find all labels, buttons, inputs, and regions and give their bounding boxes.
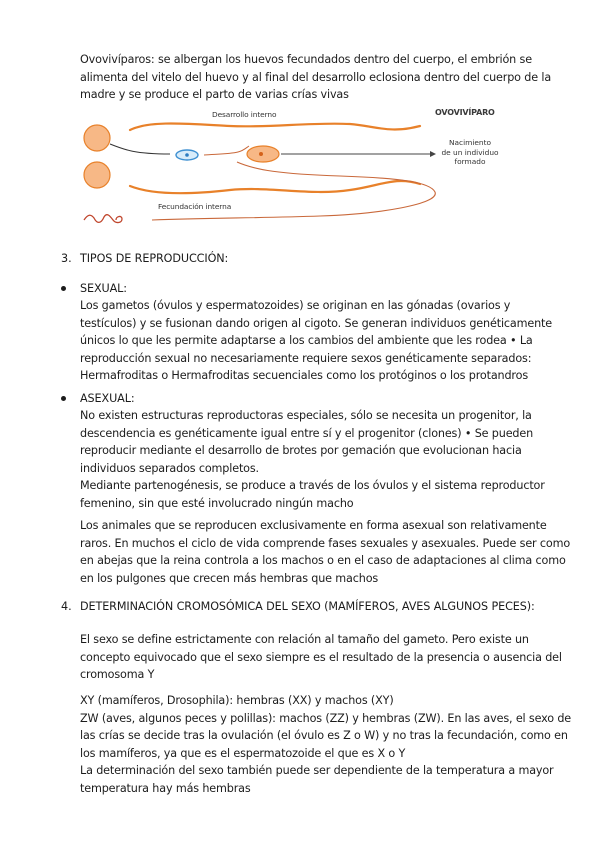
text-line: No existen estructuras reproductoras especiales, sólo se necesita un progenitor, la xyxy=(80,409,532,422)
ovoviviparos-paragraph xyxy=(80,51,550,104)
bullet-icon xyxy=(61,286,66,291)
asexual-heading: ASEXUAL: xyxy=(80,392,135,405)
text-line: testículos) y se fusionan dando origen al cigoto. Se generan individuos genéticamente xyxy=(80,316,553,330)
text-line: raros. En muchos el ciclo de vida comprende fases sexuales y asexuales. Puede ser como xyxy=(80,536,571,550)
diagram-illustration xyxy=(80,104,520,232)
asexual-paragraph xyxy=(80,407,550,513)
bullet-icon xyxy=(61,396,66,401)
section-4-title: DETERMINACIÓN CROMOSÓMICA DEL SEXO (MAMÍFEROS, AVES ALGUNOS PECES): xyxy=(80,600,535,613)
text-line: en abejas que la reina controla a los machos o en el caso de adaptaciones al clima como xyxy=(80,554,566,568)
ovary-circle-bottom xyxy=(84,162,110,188)
text-line: los mamíferos, ya que es el espermatozoide el que es X o Y xyxy=(80,746,406,760)
ovoviviparo-diagram xyxy=(80,104,520,232)
text-line: descendencia es genéticamente igual entre sí y el progenitor (clones) • Se pueden xyxy=(80,426,534,440)
note-line: de un individuo xyxy=(441,147,499,157)
text-line: Mediante partenogénesis, se produce a través de los óvulos y el sistema reproductor xyxy=(80,479,545,493)
text-line: El sexo se define estrictamente con relación al tamaño del gameto. Pero existe un xyxy=(80,633,529,646)
text-line: únicos lo que les permite adaptarse a los cambios del ambiente que les rodea • La xyxy=(80,334,533,348)
sexual-paragraph xyxy=(80,297,553,385)
text-line: las crías se decide tras la ovulación (el óvulo es Z o W) y no tras la fecundación, como en xyxy=(80,729,568,743)
sexual-heading: SEXUAL: xyxy=(80,282,127,295)
text-line: XY (mamíferos, Drosophila): hembras (XX) y machos (XY) xyxy=(80,694,394,707)
label-fecundacion-interna: Fecundación interna xyxy=(158,202,232,211)
text-line: La determinación del sexo también puede ser dependiente de la temperatura a mayor xyxy=(80,764,554,778)
section-3-number: 3. xyxy=(61,252,72,265)
text-line: Ovovivíparos: se albergan los huevos fecundados dentro del cuerpo, el embrión se xyxy=(80,53,532,66)
text-line: concepto equivocado que el sexo siempre es el resultado de la presencia o ausencia del xyxy=(80,650,562,664)
label-desarrollo-interno: Desarrollo interno xyxy=(212,110,277,119)
text-line: Hermafroditas o Hermafroditas secuenciales como los protóginos o los protandros xyxy=(80,369,529,383)
section-3-title: TIPOS DE REPRODUCCIÓN: xyxy=(80,252,229,265)
section-4-number: 4. xyxy=(61,600,72,613)
section-4-detail-paragraph xyxy=(80,692,572,798)
text-line: Los animales que se reproducen exclusivamente en forma asexual son relativamente xyxy=(80,519,547,532)
text-line: ZW (aves, algunos peces y polillas): machos (ZZ) y hembras (ZW). En las aves, el sexo de xyxy=(80,711,572,725)
text-line: temperatura hay más hembras xyxy=(80,781,251,795)
text-line: reproducir mediante el desarrollo de brotes por gemación que evolucionan hacia xyxy=(80,444,522,458)
text-line: Los gametos (óvulos y espermatozoides) se originan en las gónadas (ovarios y xyxy=(80,299,511,312)
note-line: Nacimiento xyxy=(448,138,492,147)
diagram-title: OVOVIVÍPARO xyxy=(435,108,495,117)
text-line: reproducción sexual no necesariamente requiere sexos genéticamente separados: xyxy=(80,351,532,365)
section-4-intro-paragraph xyxy=(80,631,562,684)
text-line: femenino, sin que esté involucrado ningún macho xyxy=(80,496,354,510)
text-line: madre y se produce el parto de varias crías vivas xyxy=(80,88,349,102)
note-line: formado xyxy=(454,157,486,167)
text-line: individuos separados completos. xyxy=(80,461,259,475)
text-line: alimenta del vitelo del huevo y al final del desarrollo eclosiona dentro del cuerpo de la xyxy=(80,70,552,84)
asexual-extra-paragraph xyxy=(80,517,571,587)
text-line: cromosoma Y xyxy=(80,668,155,682)
text-line: en los pulgones que crecen más hembras que machos xyxy=(80,571,379,585)
birth-note xyxy=(425,138,515,167)
ovary-circle-top xyxy=(84,125,110,151)
